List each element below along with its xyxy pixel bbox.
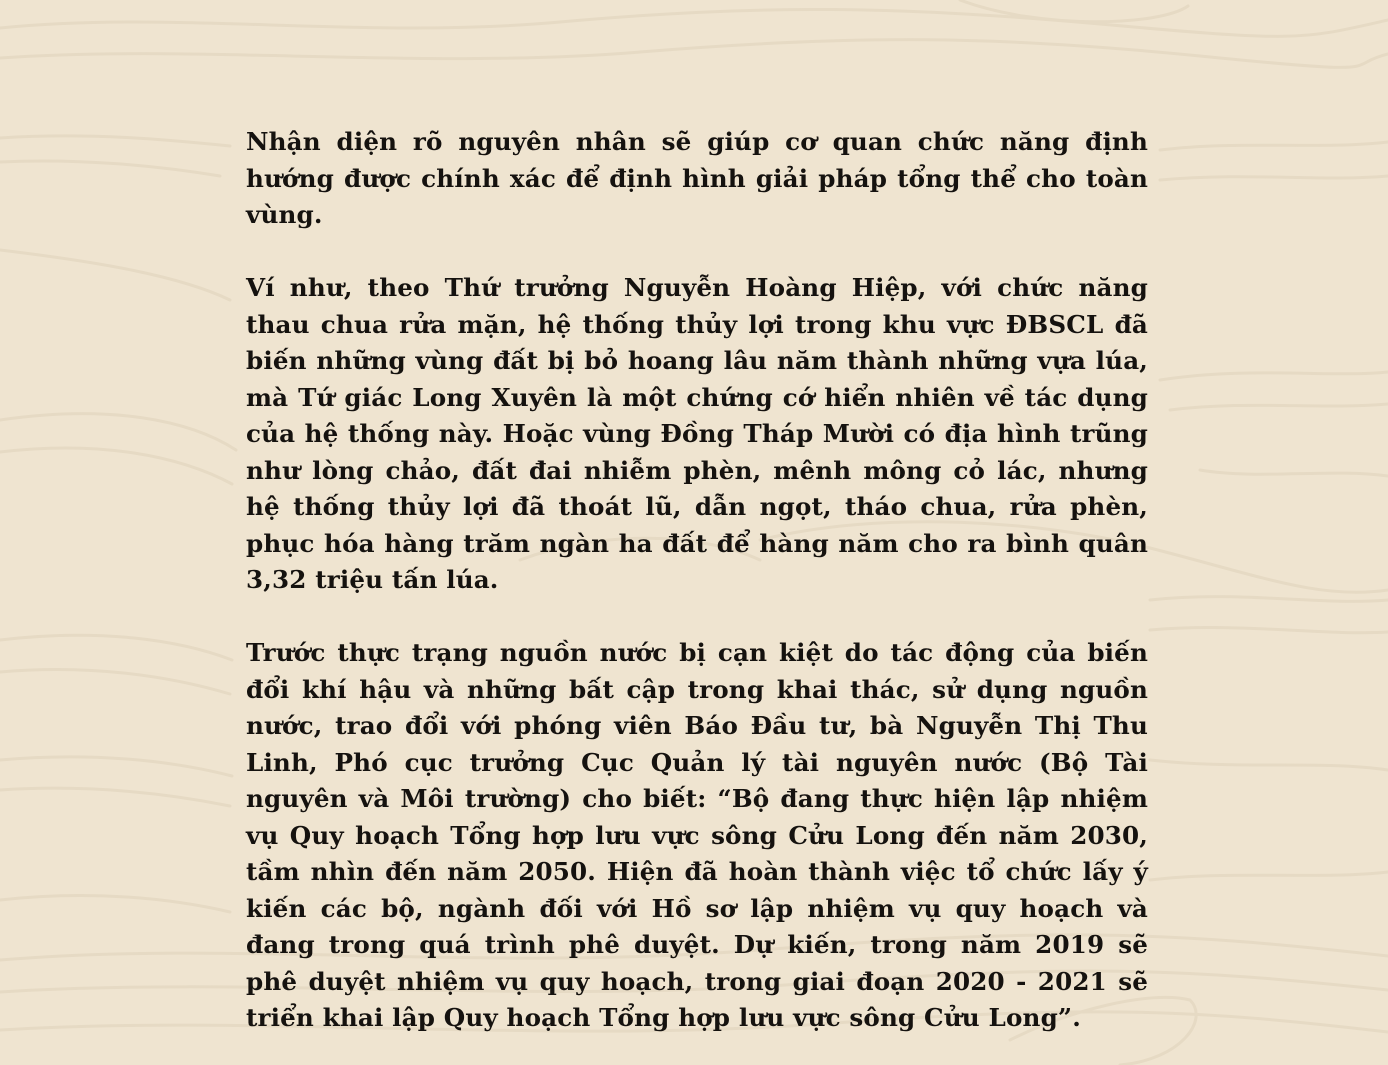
- article-body: [246, 124, 1148, 1037]
- article-paragraph-3: Trước thực trạng nguồn nước bị cạn kiệt do tác động của biến đổi khí hậu và những bất cập trong khai thác, sử dụng nguồn nước, trao đổi với phóng viên Báo Đầu tư, bà Nguyễn Thị Thu Linh, Phó cục trưởng Cục Quản lý tài nguyên nước (Bộ Tài nguyên và Môi trường) cho biết: “Bộ đang thực hiện lập nhiệm vụ Quy hoạch Tổng hợp lưu vực sông Cửu Long đến năm 2030, tầm nhìn đến năm 2050. Hiện đã hoàn thành việc tổ chức lấy ý kiến các bộ, ngành đối với Hồ sơ lập nhiệm vụ quy hoạch và đang trong quá trình phê duyệt. Dự kiến, trong năm 2019 sẽ phê duyệt nhiệm vụ quy hoạch, trong giai đoạn 2020 - 2021 sẽ triển khai lập Quy hoạch Tổng hợp lưu vực sông Cửu Long”.: [246, 638, 1148, 1032]
- article-paragraph-1: Nhận diện rõ nguyên nhân sẽ giúp cơ quan chức năng định hướng được chính xác để định hình giải pháp tổng thể cho toàn vùng.: [246, 127, 1148, 229]
- article-paragraph-2: Ví như, theo Thứ trưởng Nguyễn Hoàng Hiệp, với chức năng thau chua rửa mặn, hệ thống thủy lợi trong khu vực ĐBSCL đã biến những vùng đất bị bỏ hoang lâu năm thành những vựa lúa, mà Tứ giác Long Xuyên là một chứng cớ hiển nhiên về tác dụng của hệ thống này. Hoặc vùng Đồng Tháp Mười có địa hình trũng như lòng chảo, đất đai nhiễm phèn, mênh mông cỏ lác, nhưng hệ thống thủy lợi đã thoát lũ, dẫn ngọt, tháo chua, rửa phèn, phục hóa hàng trăm ngàn ha đất để hàng năm cho ra bình quân 3,32 triệu tấn lúa.: [246, 273, 1148, 594]
